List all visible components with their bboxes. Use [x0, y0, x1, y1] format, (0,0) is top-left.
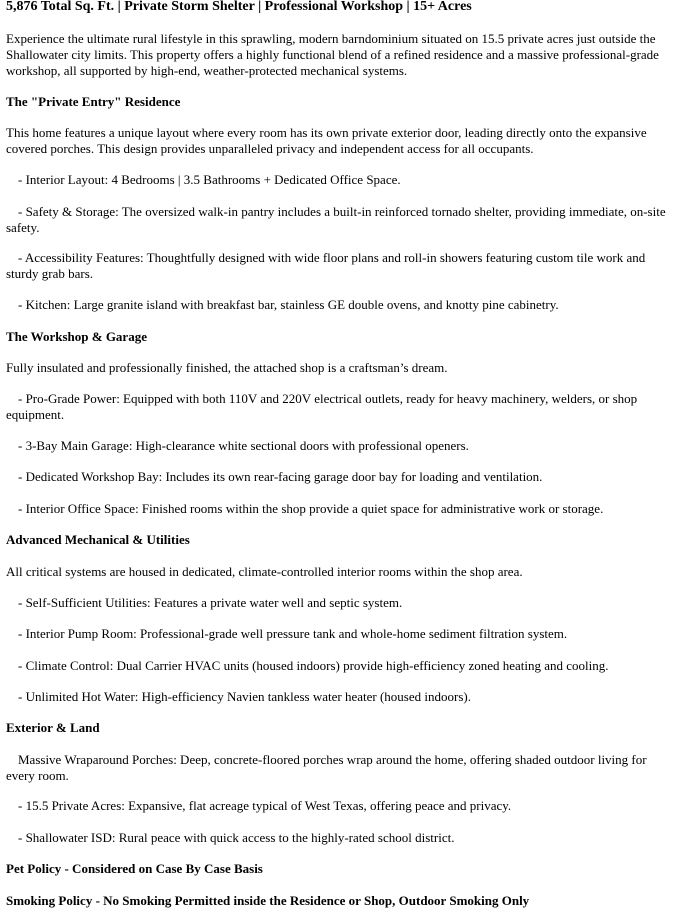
residence-bullet-layout: - Interior Layout: 4 Bedrooms | 3.5 Bathrooms + Dedicated Office Space.: [18, 172, 401, 187]
smoking-policy: Smoking Policy - No Smoking Permitted inside the Residence or Shop, Outdoor Smoking Only: [6, 893, 530, 908]
workshop-description: Fully insulated and professionally finished, the attached shop is a craftsman’s dream.: [6, 360, 448, 375]
workshop-bullet-bay: - Dedicated Workshop Bay: Includes its own rear-facing garage door bay for loading and ventilation.: [18, 469, 543, 484]
exterior-bullet-acres: - 15.5 Private Acres: Expansive, flat acreage typical of West Texas, offering peace and privacy.: [18, 798, 512, 813]
workshop-bullet-garage: - 3-Bay Main Garage: High-clearance white sectional doors with professional openers.: [18, 438, 469, 453]
exterior-bullet-school: - Shallowater ISD: Rural peace with quick access to the highly-rated school district.: [18, 830, 455, 845]
workshop-bullet-office: - Interior Office Space: Finished rooms within the shop provide a quiet space for administrative work or storage.: [18, 501, 604, 516]
residence-bullet-accessibility: - Accessibility Features: Thoughtfully designed with wide floor plans and roll-in showers featuring custom tile work and sturdy grab bars.: [6, 250, 646, 281]
mechanical-heading: Advanced Mechanical & Utilities: [6, 532, 190, 547]
workshop-bullet-power: - Pro-Grade Power: Equipped with both 110V and 220V electrical outlets, ready for heavy machinery, welders, or shop equipment.: [6, 391, 638, 422]
intro-paragraph: Experience the ultimate rural lifestyle in this sprawling, modern barndominium situated on 15.5 private acres just outside the Shallowater city limits. This property offers a highly functional blend of a refined residence and a massive professional-grade workshop, all supported by high-end, weather-protected mechanical systems.: [6, 31, 659, 78]
residence-description: This home features a unique layout where every room has its own private exterior door, leading directly onto the expansive covered porches. This design provides unparalleled privacy and independent access for all occupants.: [6, 125, 647, 156]
residence-bullet-safety: - Safety & Storage: The oversized walk-in pantry includes a built-in reinforced tornado shelter, providing immediate, on-site safety.: [6, 204, 666, 235]
exterior-heading: Exterior & Land: [6, 720, 100, 735]
mechanical-bullet-utilities: - Self-Sufficient Utilities: Features a private water well and septic system.: [18, 595, 403, 610]
residence-heading: The "Private Entry" Residence: [6, 94, 181, 109]
page-title: 5,876 Total Sq. Ft. | Private Storm Shelter | Professional Workshop | 15+ Acres: [6, 0, 472, 14]
residence-bullet-kitchen: - Kitchen: Large granite island with breakfast bar, stainless GE double ovens, and knotty pine cabinetry.: [18, 297, 559, 312]
exterior-bullet-porches: Massive Wraparound Porches: Deep, concrete-floored porches wrap around the home, offering shaded outdoor living for every room.: [6, 752, 647, 783]
mechanical-bullet-hot-water: - Unlimited Hot Water: High-efficiency Navien tankless water heater (housed indoors).: [18, 689, 471, 704]
workshop-heading: The Workshop & Garage: [6, 329, 147, 344]
mechanical-bullet-climate: - Climate Control: Dual Carrier HVAC units (housed indoors) provide high-efficiency zoned heating and cooling.: [18, 658, 609, 673]
mechanical-bullet-pump-room: - Interior Pump Room: Professional-grade well pressure tank and whole-home sediment filtration system.: [18, 626, 568, 641]
pet-policy: Pet Policy - Considered on Case By Case Basis: [6, 861, 263, 876]
mechanical-description: All critical systems are housed in dedicated, climate-controlled interior rooms within the shop area.: [6, 564, 523, 579]
